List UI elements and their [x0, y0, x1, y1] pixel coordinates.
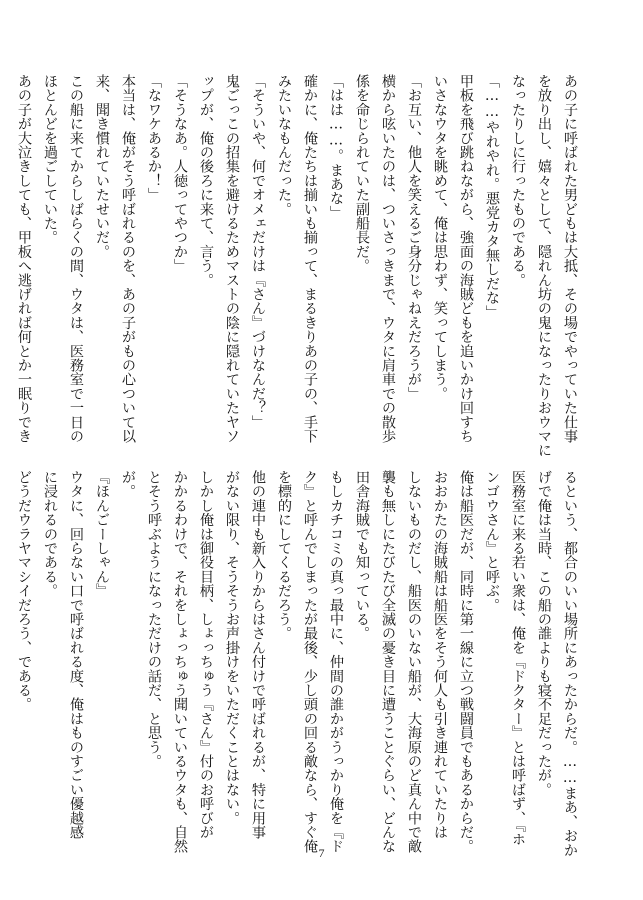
text-line: しないものだし、船医のいない船が、大海原のど真ん中で敵	[406, 470, 422, 854]
text-line: なったりしに行ったものである。	[510, 74, 526, 287]
text-line: 「そうなあ。人徳ってやつか」	[172, 74, 188, 273]
text-line: るという、都合のいい場所にあったからだ。……まあ、おか	[562, 470, 578, 857]
text-line: あの子に呼ばれた男どもは大抵、その場でやっていた仕事	[562, 74, 578, 444]
bottom-text-block	[16, 470, 583, 857]
text-line: 『ほんごーしゃん』	[94, 470, 110, 598]
text-line: 「……やれやれ。悪党カタ無しだな」	[484, 74, 500, 319]
text-line: ップが、俺の後ろに来て、言う。	[198, 74, 214, 287]
text-line: 鬼ごっこの招集を避けるためマストの陰に隠れていたヤソ	[224, 74, 240, 444]
text-line: いさなウタを眺めて、俺は思わず、笑ってしまう。	[432, 74, 448, 401]
text-line: 医務室に来る若い衆は、俺を『ドクター』とは呼ばず、『ホ	[510, 470, 526, 847]
text-line: ほとんどを過ごしていた。	[42, 74, 58, 245]
text-line: この船に来てからしばらくの間、ウタは、医務室で一日の	[68, 74, 84, 444]
page-number: 7	[318, 846, 325, 860]
text-line: 「はは……。まあな」	[328, 74, 344, 220]
text-line: がない限り、そうそうお声掛けをいただくことはない。	[224, 470, 240, 825]
text-line: ンゴウさん』と呼ぶ。	[484, 470, 500, 612]
text-line: に浸れるのである。	[42, 470, 58, 598]
text-line: とそう呼ぶようになっただけの話だ、と思う。	[146, 470, 162, 769]
text-line: 本当は、俺がそう呼ばれるのを、あの子がもの心ついて以	[120, 74, 136, 444]
text-line: どうだウラヤマシイだろう、である。	[16, 470, 32, 712]
text-line: しかし俺は御役目柄、しょっちゅう『さん』付のお呼びが	[198, 470, 214, 840]
text-line: 他の連中も新入りからはさん付けで呼ばれるが、特に用事	[250, 470, 266, 840]
text-line: 確かに、俺たちは揃いも揃って、まるきりあの子の、手下	[302, 74, 318, 444]
text-line: 「お互い、他人を笑えるご身分じゃねえだろうが」	[406, 74, 422, 401]
text-line: おおかたの海賊船は船医をそう何人も引き連れていたりは	[432, 470, 448, 840]
text-line: 横から呟いたのは、ついさっきまで、ウタに肩車での散歩	[380, 74, 396, 444]
text-line: が。	[120, 470, 136, 499]
text-line: みたいなもんだった。	[276, 74, 292, 216]
text-line: 「なワケあるか！」	[146, 74, 162, 202]
text-line: を標的にしてくるだろう。	[276, 470, 292, 641]
text-line: 襲も無しにたびたび全滅の憂き目に遭うことぐらい、どんな	[380, 470, 396, 854]
top-text-block	[16, 74, 583, 458]
text-line: 俺は船医だが、同時に第一線に立つ戦闘員でもあるからだ。	[458, 470, 474, 854]
text-line: 「そういや、何でオメェだけは『さん』づけなんだ？」	[250, 74, 266, 429]
text-line: かかるわけで、それをしょっちゅう聞いているウタも、自然	[172, 470, 188, 854]
text-line: 来、聞き慣れていたせいだ。	[94, 74, 110, 259]
text-line: ウタに、回らない口で呼ばれる度、俺はものすごい優越感	[68, 470, 84, 840]
text-line: 田舎海賊でも知っている。	[354, 470, 370, 641]
text-line: げで俺は当時、この船の誰よりも寝不足だったが。	[536, 470, 552, 797]
text-line: を放り出し、嬉々として、隠れん坊の鬼になったりおウマに	[536, 74, 552, 458]
text-line: 係を命じられていた副船長だ。	[354, 74, 370, 273]
text-line: ク』と呼んでしまったが最後、少し頭の回る敵なら、すぐ俺	[302, 470, 318, 854]
text-line: あの子が大泣きしても、甲板へ逃げれば何とか一眠りでき	[16, 74, 32, 444]
text-line: 甲板を飛び跳ねながら、強面の海賊どもを追いかけ回すち	[458, 74, 474, 444]
text-line: もしカチコミの真っ最中に、仲間の誰かがうっかり俺を『ド	[328, 470, 344, 854]
